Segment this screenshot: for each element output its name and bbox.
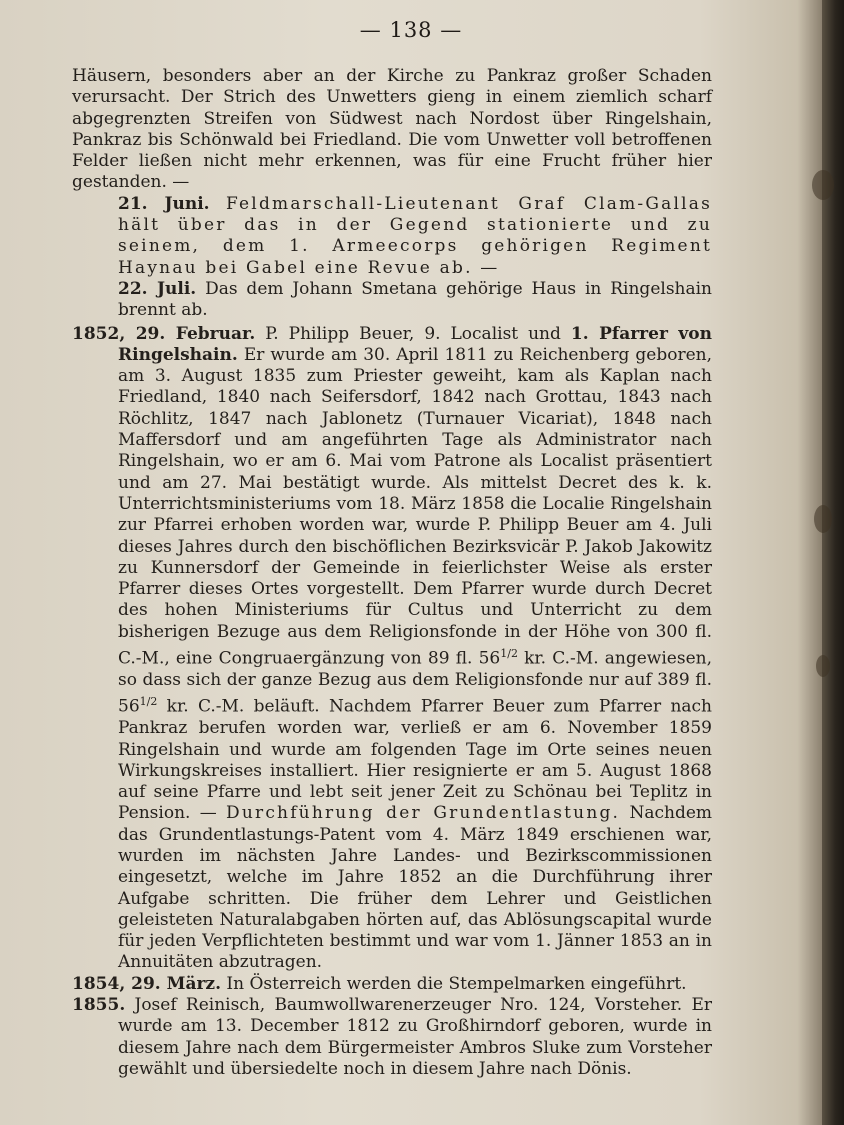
- paper-damage: [814, 505, 832, 533]
- entry-lead: P. Philipp Beuer, 9. Localist und: [265, 323, 561, 344]
- paragraph-text: Häusern, besonders aber an der Kirche zu Pankraz großer Schaden verursacht. Der Strich des Unwetters gieng in einem ziemlich scharf abgegrenzten Streifen von Südwest nach Nordost über Ringelshain, Pankraz bis Schönwald bei Friedland. Die vom Unwetter voll betroffenen Felder ließen nicht mehr erkennen, was für eine Frucht früher hier gestanden. —: [72, 66, 712, 193]
- paper-damage: [812, 170, 834, 200]
- entry-date: 1852, 29. Februar.: [72, 323, 256, 344]
- entry-1854: [72, 974, 712, 995]
- fraction: 1/2: [500, 647, 518, 661]
- paragraph: [72, 66, 712, 194]
- page-text: [72, 66, 712, 1080]
- entry-1855: [72, 995, 712, 1080]
- entry-date: 22. Juli.: [118, 278, 197, 299]
- entry-21-juni: [72, 194, 712, 279]
- entry-text: Nachdem das Grundentlastungs-Patent vom 4. März 1849 erschienen war, wurden im nächsten Jahre Landes- und Bezirkscommissionen eingesetzt, welche im Jahre 1852 an die Durchführung ihrer Aufgabe schritten. Die früher dem Lehrer und Geistlichen geleisteten Naturalabgaben hörten auf, das Ablösungscapital wurde für jeden Verpflichteten bestimmt und war vom 1. Jänner 1853 an in Annuitäten abzutragen.: [118, 803, 713, 973]
- entry-22-juli: [72, 279, 712, 322]
- entry-text: Das dem Johann Smetana gehörige Haus in Ringelshain brennt ab.: [118, 278, 713, 321]
- entry-date: 1855.: [72, 995, 126, 1016]
- entry-date: 21. Juni.: [118, 193, 210, 214]
- entry-text: Josef Reinisch, Baumwollwarenerzeuger Nro. 124, Vorsteher. Er wurde am 13. December 1812 zu Großhirndorf geboren, wurde in diesem Jahre nach dem Bürgermeister Ambros Sluke zum Vorsteher gewählt und übersiedelte noch in diesem Jahre nach Dönis.: [118, 995, 712, 1079]
- entry-text: In Österreich werden die Stempelmarken eingeführt.: [226, 973, 687, 994]
- page-number: — 138 —: [359, 18, 463, 42]
- entry-text: Er wurde am 30. April 1811 zu Reichenberg geboren, am 3. August 1835 zum Priester geweiht, kam als Kaplan nach Friedland, 1840 nach Seifersdorf, 1842 nach Grottau, 1843 nach Röchlitz, 1847 nach Jablonetz (Turnauer Vicariat), 1848 nach Maffersdorf und am angeführten Tage als Administrator nach Ringelshain, wo er am 6. Mai vom Patrone als Localist präsentiert und am 27. Mai bestätigt wurde. Als mittelst Decret des k. k. Unterrichtsministeriums vom 18. März 1858 die Localie Ringelshain zur Pfarrei erhoben worden war, wurde P. Philipp Beuer am 4. Juli dieses Jahres durch den bischöflichen Bezirksvicär P. Jakob Jakowitz zu Kunnersdorf der Gemeinde in feierlichster Weise als erster Pfarrer dieses Ortes vorgestellt. Dem Pfarrer wurde durch Decret des hohen Ministeriums für Cultus und Unterricht zu dem bisherigen Bezuge aus dem Religionsfonde in der Höhe von 300 fl. C.-M., eine Congruaergänzung von 89 fl. 56: [118, 344, 712, 669]
- entry-date: 1854, 29. März.: [72, 973, 222, 994]
- entry-title: 1. Pfarrer von Ringelshain.: [118, 323, 712, 365]
- fraction: 1/2: [139, 695, 158, 709]
- entry-subheading: Durchführung der Grundentlastung.: [226, 803, 621, 824]
- paper-damage: [816, 655, 830, 677]
- entry-text: kr. C.-M. beläuft. Nachdem Pfarrer Beuer zum Pfarrer nach Pankraz berufen worden war, verließ er am 6. November 1859 Ringelshain und wurde am folgenden Tage im Orte seines neuen Wirkungskreises installiert. Hier resignierte er am 5. August 1868 auf seine Pfarre und lebt seit jener Zeit zu Schönau bei Teplitz in Pension. —: [118, 696, 713, 824]
- page-edge-shadow: [822, 0, 844, 1125]
- entry-text: Feldmarschall-Lieutenant Graf Clam-Gallas hält über das in der Gegend stationierte und zu seinem, dem 1. Armeecorps gehörigen Regiment Haynau bei Gabel eine Revue ab. —: [118, 193, 713, 278]
- entry-1852: [72, 324, 712, 974]
- entry-text: kr. C.-M. angewiesen, so dass sich der ganze Bezug aus dem Religionsfonde nur auf 389 fl. 56: [118, 648, 712, 717]
